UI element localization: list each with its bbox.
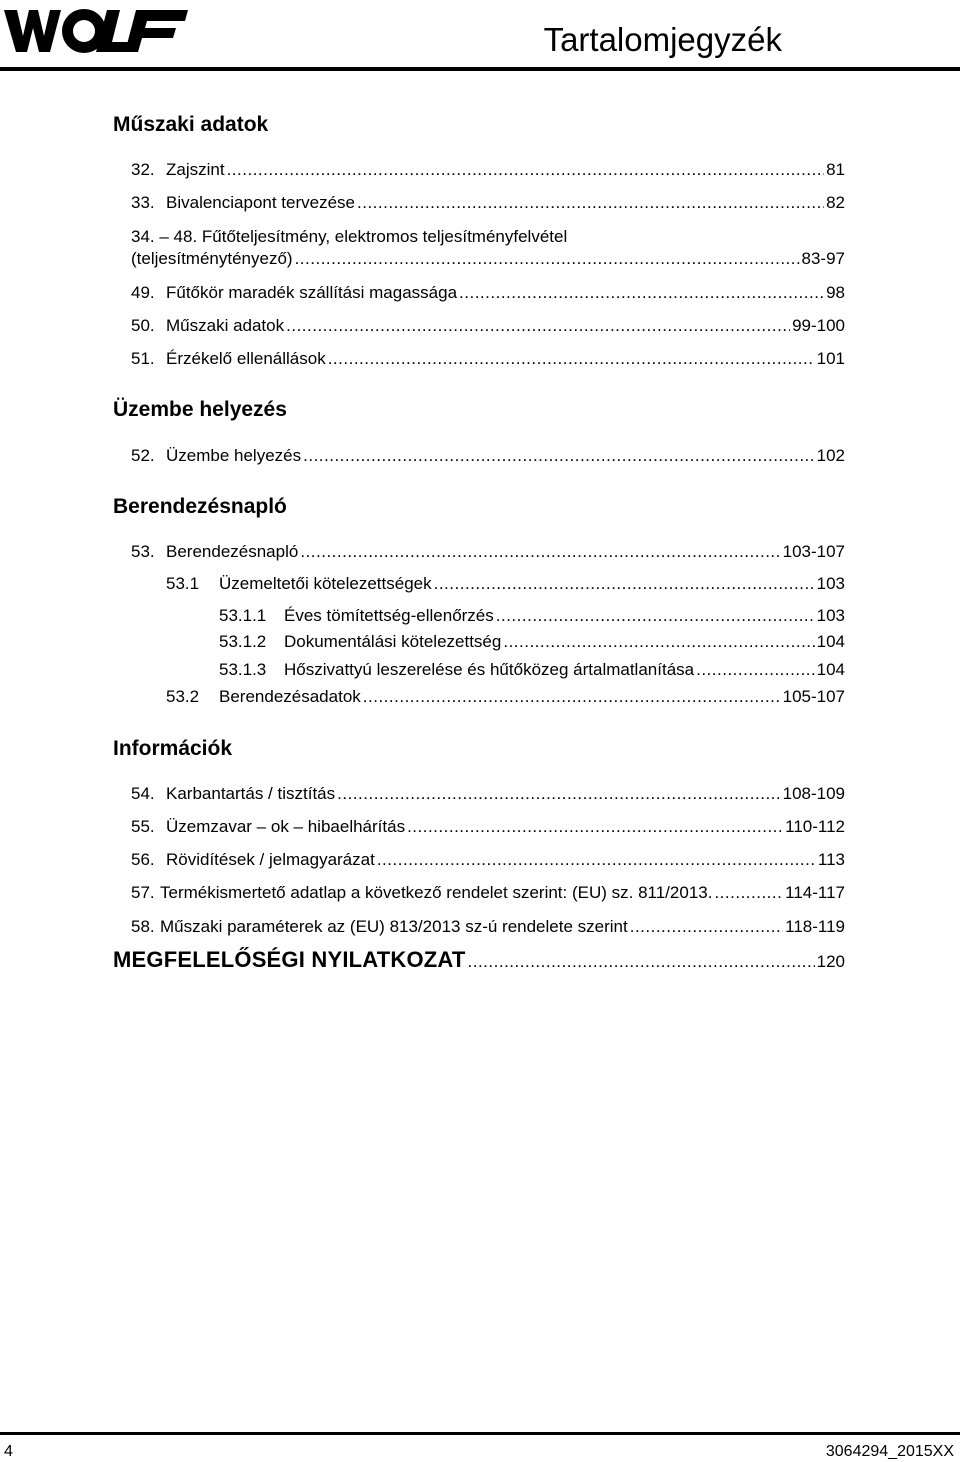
toc-entry-title: Bivalenciapont tervezése bbox=[166, 193, 356, 212]
dot-leader bbox=[295, 248, 800, 270]
toc-entry-title: Üzemeltetői kötelezettségek bbox=[219, 574, 432, 593]
toc-entry-page: 101 bbox=[816, 349, 845, 368]
dot-leader bbox=[328, 348, 815, 370]
toc-entry-number: 56. bbox=[131, 850, 155, 869]
toc-entry-32[interactable] bbox=[131, 159, 845, 181]
toc-entry-number: 53.1 bbox=[166, 574, 200, 593]
toc-entry-number: 54. bbox=[131, 784, 155, 803]
toc-entry-page: 110-112 bbox=[785, 817, 845, 836]
toc-entry-number: 57. bbox=[131, 883, 155, 902]
toc-entry-title: Berendezésnapló bbox=[166, 542, 299, 561]
dot-leader bbox=[357, 192, 824, 214]
toc-entry-53-1[interactable] bbox=[166, 573, 845, 595]
toc-entry-number: 51. bbox=[131, 349, 155, 368]
toc-entry-53-1-2[interactable] bbox=[219, 631, 845, 653]
toc-entry-number: 53.1.3 bbox=[219, 660, 267, 679]
toc-entry-page: 118-119 bbox=[785, 917, 845, 936]
toc-entry-title: Fűtőkör maradék szállítási magassága bbox=[166, 283, 458, 302]
toc-entry-page: 103-107 bbox=[782, 542, 845, 561]
toc-entry-page: 83-97 bbox=[801, 249, 845, 268]
toc-entry-49[interactable] bbox=[131, 282, 845, 304]
toc-entry-number: 53.1.1 bbox=[219, 606, 267, 625]
toc-entry-title: Zajszint bbox=[166, 160, 225, 179]
toc-entry-title: Üzembe helyezés bbox=[166, 446, 302, 465]
toc-entry-number: 58. bbox=[131, 917, 155, 936]
section-heading-informaciok: Információk bbox=[113, 737, 233, 760]
dot-leader bbox=[227, 159, 825, 181]
section-heading-berendezesnaplo: Berendezésnapló bbox=[113, 495, 287, 518]
toc-entry-number: 52. bbox=[131, 446, 155, 465]
toc-entry-33[interactable] bbox=[131, 192, 845, 214]
toc-entry-page: 104 bbox=[816, 632, 845, 651]
dot-leader bbox=[377, 849, 816, 871]
section-heading-uzembe-helyezes: Üzembe helyezés bbox=[113, 398, 287, 421]
toc-entry-number: 53. bbox=[131, 542, 155, 561]
toc-entry-page: 114-117 bbox=[785, 883, 845, 902]
dot-leader bbox=[468, 949, 815, 975]
dot-leader bbox=[434, 573, 815, 595]
toc-entry-page: 99-100 bbox=[792, 316, 845, 335]
toc-entry-53[interactable] bbox=[131, 541, 845, 563]
toc-entry-page: 102 bbox=[816, 446, 845, 465]
toc-entry-number: 53.1.2 bbox=[219, 632, 267, 651]
footer-rule bbox=[0, 1432, 960, 1435]
toc-entry-57[interactable] bbox=[131, 882, 845, 904]
toc-entry-title: Hőszivattyú leszerelése és hűtőközeg ártalmatlanítása bbox=[284, 660, 695, 679]
toc-entry-number: 34. – 48. bbox=[131, 227, 198, 246]
toc-entry-title: Érzékelő ellenállások bbox=[166, 349, 326, 368]
dot-leader bbox=[337, 783, 780, 805]
dot-leader bbox=[696, 659, 815, 681]
toc-entry-title: Műszaki paraméterek az (EU) 813/2013 sz-ú rendelete szerint bbox=[160, 917, 628, 936]
page-number: 4 bbox=[4, 1443, 13, 1460]
toc-entry-page: 103 bbox=[816, 574, 845, 593]
toc-entry-number: 49. bbox=[131, 283, 155, 302]
dot-leader bbox=[496, 605, 815, 627]
toc-entry-page: 81 bbox=[826, 160, 845, 179]
toc-entry-50[interactable] bbox=[131, 315, 845, 337]
toc-entry-number: 32. bbox=[131, 160, 155, 179]
toc-entry-title: Dokumentálási kötelezettség bbox=[284, 632, 502, 651]
toc-entry-53-1-1[interactable] bbox=[219, 605, 845, 627]
toc-entry-title: Műszaki adatok bbox=[166, 316, 285, 335]
toc-entry-declaration[interactable] bbox=[113, 947, 845, 973]
toc-entry-title: Üzemzavar – ok – hibaelhárítás bbox=[166, 817, 406, 836]
dot-leader bbox=[303, 445, 815, 467]
toc-entry-page: 104 bbox=[816, 660, 845, 679]
toc-entry-number: 53.2 bbox=[166, 687, 200, 706]
toc-entry-54[interactable] bbox=[131, 783, 845, 805]
toc-entry-title: Termékismertető adatlap a következő rendelet szerint: (EU) sz. 811/2013. bbox=[160, 883, 713, 902]
toc-entry-page: 120 bbox=[816, 952, 845, 971]
dot-leader bbox=[503, 631, 814, 653]
toc-entry-55[interactable] bbox=[131, 816, 845, 838]
toc-entry-title: MEGFELELŐSÉGI NYILATKOZAT bbox=[113, 947, 466, 972]
toc-entry-number: 33. bbox=[131, 193, 155, 212]
toc-entry-52[interactable] bbox=[131, 445, 845, 467]
toc-entry-page: 82 bbox=[826, 193, 845, 212]
toc-entry-51[interactable] bbox=[131, 348, 845, 370]
wolf-logo bbox=[4, 6, 188, 54]
toc-entry-title: Rövidítések / jelmagyarázat bbox=[166, 850, 375, 869]
header-rule bbox=[0, 67, 960, 71]
toc-entry-56[interactable] bbox=[131, 849, 845, 871]
toc-entry-34-48[interactable] bbox=[131, 226, 567, 248]
section-heading-muszaki-adatok: Műszaki adatok bbox=[113, 113, 269, 136]
dot-leader bbox=[630, 916, 783, 938]
toc-entry-53-1-3[interactable] bbox=[219, 659, 845, 681]
toc-entry-page: 108-109 bbox=[782, 784, 845, 803]
toc-entry-53-2[interactable] bbox=[166, 686, 845, 708]
toc-entry-page: 98 bbox=[826, 283, 845, 302]
dot-leader bbox=[363, 686, 781, 708]
toc-entry-title: Éves tömítettség-ellenőrzés bbox=[284, 606, 494, 625]
toc-entry-title: Karbantartás / tisztítás bbox=[166, 784, 336, 803]
toc-entry-58[interactable] bbox=[131, 916, 845, 938]
toc-entry-title-cont: (teljesítménytényező) bbox=[131, 249, 293, 268]
toc-entry-page: 103 bbox=[816, 606, 845, 625]
toc-entry-number: 50. bbox=[131, 316, 155, 335]
toc-entry-page: 113 bbox=[817, 850, 845, 869]
document-code: 3064294_2015XX bbox=[825, 1443, 954, 1460]
toc-entry-34-48-cont[interactable] bbox=[131, 248, 845, 270]
toc-entry-page: 105-107 bbox=[782, 687, 845, 706]
dot-leader bbox=[286, 315, 790, 337]
dot-leader bbox=[300, 541, 780, 563]
dot-leader bbox=[407, 816, 783, 838]
page-title: Tartalomjegyzék bbox=[543, 21, 782, 58]
toc-entry-number: 55. bbox=[131, 817, 155, 836]
toc-entry-title: Fűtőteljesítmény, elektromos teljesítményfelvétel bbox=[201, 227, 568, 246]
dot-leader bbox=[714, 882, 783, 904]
dot-leader bbox=[459, 282, 824, 304]
toc-entry-title: Berendezésadatok bbox=[219, 687, 361, 706]
